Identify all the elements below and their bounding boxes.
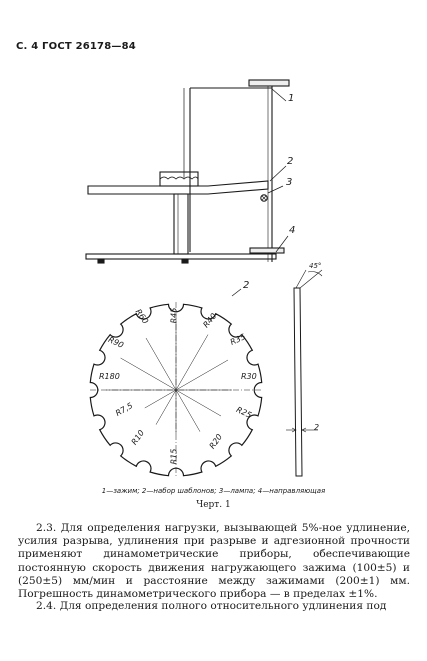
thickness-label: 2 (314, 423, 320, 432)
paragraph-2-4: 2.4. Для определения полного относительного удлинения под (36, 600, 387, 612)
radius-label: R180 (99, 372, 120, 381)
radius-label: R60 (133, 307, 151, 326)
base-plate (86, 254, 276, 259)
top-clamp (249, 80, 289, 86)
paragraph-2-3: 2.3. Для определения нагрузки, вызывающей 5%-ное удлинение, усилия разрыва, удлинения при разрыве и адгезионной прочности применяют динамометрические приборы, обеспечивающие постоянную скорость движения нагружающего зажима (100±5) и (250±5) мм/мин и расстояние между зажимами (200±1) мм. Погрешность динамометрического прибора — в пределах ±1%. (18, 522, 410, 601)
radius-label: R40 (201, 311, 219, 330)
radius-label: R35 (228, 332, 247, 347)
callout-2: 2 (287, 156, 294, 167)
radius-line (176, 390, 221, 416)
page-header: С. 4 ГОСТ 26178—84 (16, 41, 136, 52)
figure-legend: 1—зажим; 2—набор шаблонов; 3—лампа; 4—направляющая (101, 487, 326, 495)
radius-label: R25 (234, 405, 253, 420)
radius-line (176, 335, 208, 390)
callout-disk: 2 (243, 280, 250, 291)
radius-label: R90 (106, 335, 125, 350)
radius-line (176, 360, 228, 390)
radius-line (176, 390, 200, 432)
radius-line (156, 390, 176, 425)
radius-label: R30 (241, 372, 257, 381)
callout-4: 4 (289, 225, 296, 236)
template-side-view (286, 270, 322, 476)
radius-line (121, 358, 176, 390)
radius-line (146, 338, 176, 390)
radius-label: R15 (169, 448, 179, 465)
callout-1: 1 (288, 93, 295, 104)
callout-3: 3 (286, 177, 293, 188)
figure-title: Черт. 1 (196, 500, 231, 510)
radius-label: R45 (169, 307, 179, 324)
radius-line (145, 390, 176, 408)
template-table (88, 181, 268, 194)
radius-label: R10 (129, 428, 147, 447)
radius-label: R7,5 (113, 401, 135, 418)
angle-label: 45° (309, 262, 322, 270)
support-column (174, 194, 188, 254)
radius-label: R20 (207, 432, 225, 451)
